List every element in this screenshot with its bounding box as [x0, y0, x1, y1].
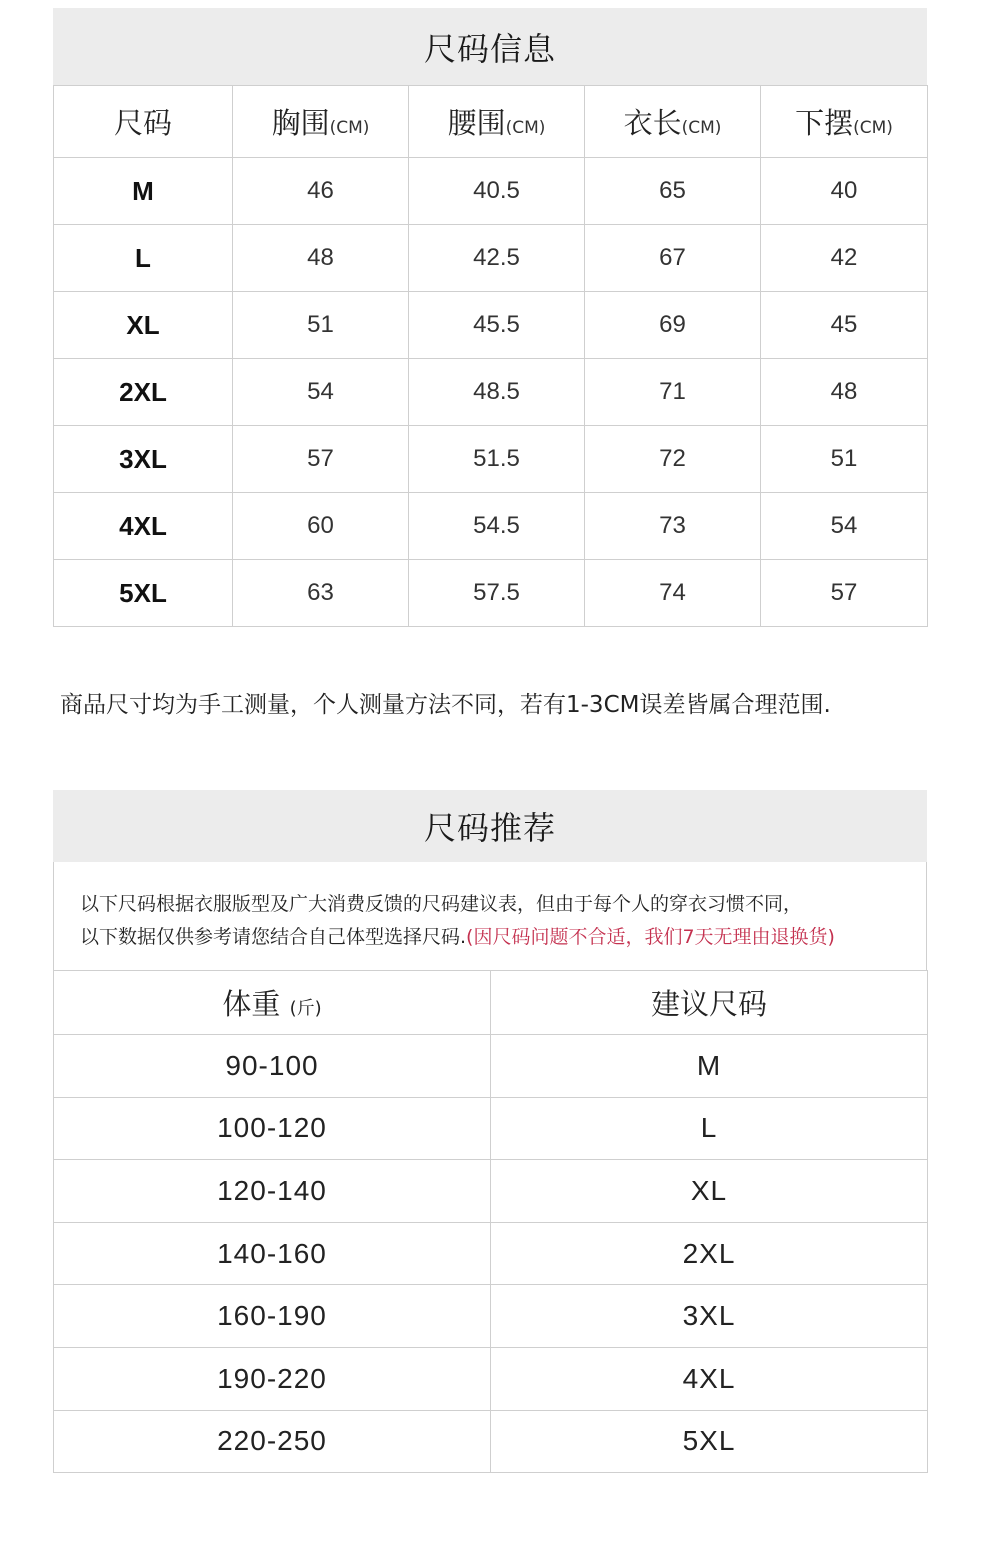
- header-unit: (CM): [853, 118, 893, 138]
- weight-range-cell: 160-190: [54, 1285, 491, 1348]
- return-policy-note: (因尺码问题不合适，我们7天无理由退换货): [466, 926, 835, 948]
- weight-range-cell: 100-120: [54, 1097, 491, 1160]
- header-unit: (CM): [329, 118, 370, 138]
- header-label: 下摆: [795, 106, 854, 140]
- header-label: 体重: [222, 987, 281, 1021]
- header-label: 尺码: [113, 106, 172, 140]
- table-row: [54, 1410, 928, 1473]
- table-row: [54, 1285, 928, 1348]
- measurement-cell: 48: [233, 225, 409, 292]
- measurement-cell: 69: [585, 292, 761, 359]
- table-row: [54, 292, 928, 359]
- measurement-cell: 48.5: [409, 359, 585, 426]
- description-line-1: 以下尺码根据衣服版型及广大消费反馈的尺码建议表，但由于每个人的穿衣习惯不同，: [80, 893, 803, 915]
- header-suggested-size: [491, 971, 928, 1035]
- table-row: [54, 493, 928, 560]
- table-row: [54, 359, 928, 426]
- measurement-cell: 40.5: [409, 158, 585, 225]
- suggested-size-cell: XL: [491, 1160, 928, 1223]
- header-unit: (斤): [289, 998, 322, 1019]
- measurement-cell: 42.5: [409, 225, 585, 292]
- measurement-cell: 57.5: [409, 560, 585, 627]
- measurement-cell: 67: [585, 225, 761, 292]
- measurement-cell: 54.5: [409, 493, 585, 560]
- size-cell: M: [54, 158, 233, 225]
- size-cell: 2XL: [54, 359, 233, 426]
- suggested-size-cell: 2XL: [491, 1222, 928, 1285]
- header-unit: (CM): [681, 118, 722, 138]
- header-weight: [54, 971, 491, 1035]
- header-chest: [233, 86, 409, 158]
- measurement-cell: 73: [585, 493, 761, 560]
- weight-range-cell: 190-220: [54, 1347, 491, 1410]
- suggested-size-cell: 3XL: [491, 1285, 928, 1348]
- description-line-2: [80, 921, 926, 954]
- weight-range-cell: 140-160: [54, 1222, 491, 1285]
- measurement-cell: 51: [761, 426, 928, 493]
- size-cell: L: [54, 225, 233, 292]
- recommendation-title: 尺码推荐: [53, 790, 927, 862]
- weight-range-cell: 220-250: [54, 1410, 491, 1473]
- table-row: [54, 1035, 928, 1098]
- measurement-cell: 63: [233, 560, 409, 627]
- measurement-cell: 57: [761, 560, 928, 627]
- header-label: 建议尺码: [650, 987, 767, 1021]
- size-cell: 3XL: [54, 426, 233, 493]
- measurement-cell: 45: [761, 292, 928, 359]
- measurement-cell: 72: [585, 426, 761, 493]
- measurement-cell: 60: [233, 493, 409, 560]
- header-waist: [409, 86, 585, 158]
- measurement-cell: 45.5: [409, 292, 585, 359]
- size-cell: XL: [54, 292, 233, 359]
- measurement-cell: 74: [585, 560, 761, 627]
- header-unit: (CM): [505, 118, 546, 138]
- table-row: [54, 560, 928, 627]
- suggested-size-cell: 4XL: [491, 1347, 928, 1410]
- size-info-title: 尺码信息: [53, 8, 927, 85]
- measurement-cell: 57: [233, 426, 409, 493]
- size-recommendation-section: [53, 790, 927, 1473]
- header-size: [54, 86, 233, 158]
- measurement-cell: 48: [761, 359, 928, 426]
- suggested-size-cell: L: [491, 1097, 928, 1160]
- recommendation-description: [53, 862, 927, 970]
- size-info-table: [53, 85, 928, 627]
- measurement-cell: 42: [761, 225, 928, 292]
- weight-range-cell: 90-100: [54, 1035, 491, 1098]
- measurement-note: 商品尺寸均为手工测量，个人测量方法不同，若有1-3CM误差皆属合理范围.: [60, 692, 831, 718]
- table-row: [54, 1097, 928, 1160]
- header-label: 腰围: [447, 106, 506, 140]
- measurement-cell: 54: [233, 359, 409, 426]
- weight-range-cell: 120-140: [54, 1160, 491, 1223]
- recommendation-header-row: [54, 971, 928, 1035]
- measurement-cell: 54: [761, 493, 928, 560]
- description-text: 以下数据仅供参考请您结合自己体型选择尺码.: [80, 926, 467, 948]
- size-cell: 4XL: [54, 493, 233, 560]
- header-hem: [761, 86, 928, 158]
- table-row: [54, 1347, 928, 1410]
- table-row: [54, 1160, 928, 1223]
- size-table-header-row: [54, 86, 928, 158]
- table-row: [54, 426, 928, 493]
- size-cell: 5XL: [54, 560, 233, 627]
- size-info-section: [53, 8, 927, 627]
- measurement-cell: 71: [585, 359, 761, 426]
- header-length: [585, 86, 761, 158]
- recommendation-table: [53, 970, 928, 1473]
- measurement-cell: 65: [585, 158, 761, 225]
- table-row: [54, 1222, 928, 1285]
- measurement-cell: 51.5: [409, 426, 585, 493]
- table-row: [54, 225, 928, 292]
- measurement-cell: 40: [761, 158, 928, 225]
- measurement-cell: 46: [233, 158, 409, 225]
- suggested-size-cell: M: [491, 1035, 928, 1098]
- suggested-size-cell: 5XL: [491, 1410, 928, 1473]
- header-label: 衣长: [623, 106, 682, 140]
- measurement-cell: 51: [233, 292, 409, 359]
- table-row: [54, 158, 928, 225]
- header-label: 胸围: [271, 106, 330, 140]
